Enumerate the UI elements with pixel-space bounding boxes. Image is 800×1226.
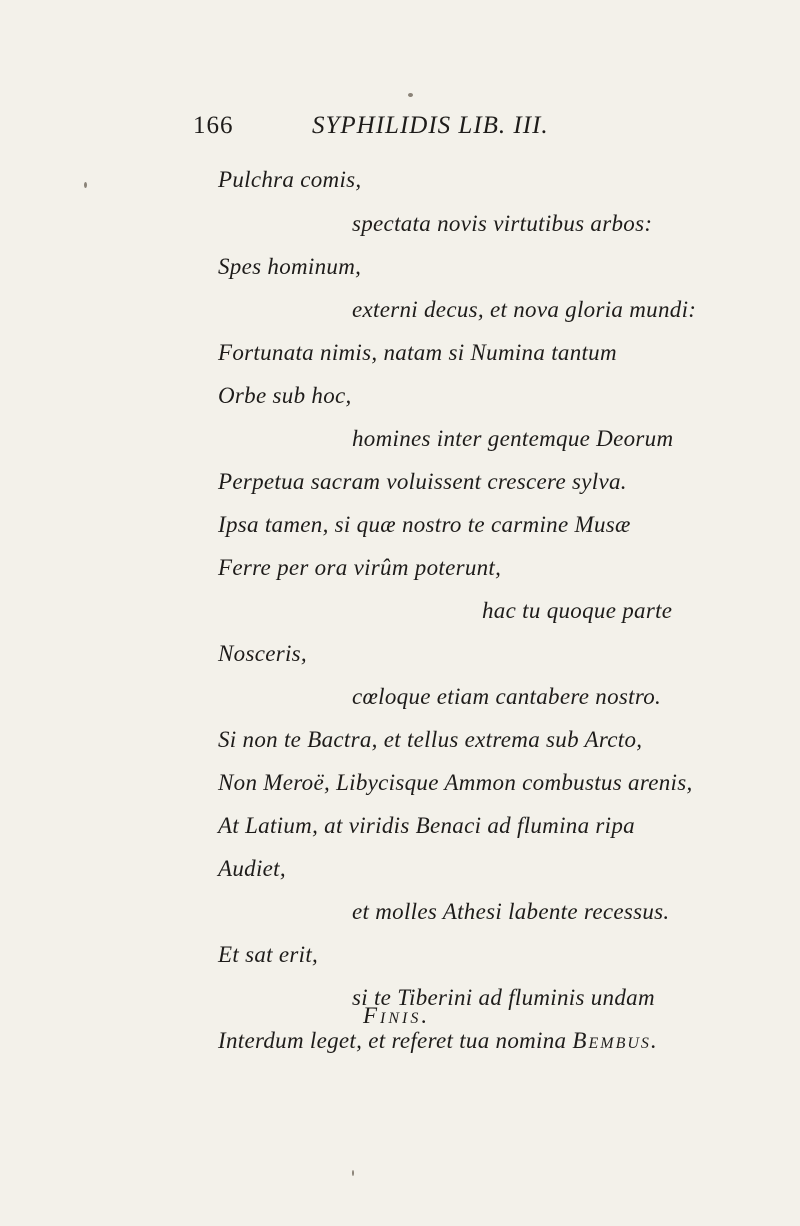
poem-line: Pulchra comis, (218, 167, 362, 192)
poem-line: Orbe sub hoc, (218, 383, 352, 408)
poem-line: Ipsa tamen, si quæ nostro te carmine Musæ (218, 512, 631, 537)
poem-line: homines inter gentemque Deorum (352, 426, 674, 451)
paper-speck (408, 93, 413, 97)
poem-line: externi decus, et nova gloria mundi: (352, 297, 697, 322)
poem-line: Fortunata nimis, natam si Numina tantum (218, 340, 617, 365)
poem-line: Et sat erit, (218, 942, 319, 967)
poem-line: cœloque etiam cantabere nostro. (352, 684, 662, 709)
author-name: Bembus. (572, 1028, 659, 1053)
poem-line-final (218, 1028, 659, 1054)
page-number: 166 (193, 112, 234, 139)
poem-line: Non Meroë, Libycisque Ammon combustus arenis, (218, 770, 693, 795)
poem-line: Spes hominum, (218, 254, 362, 279)
poem-line: si te Tiberini ad fluminis undam (352, 985, 655, 1010)
poem-line: Si non te Bactra, et tellus extrema sub Arcto, (218, 727, 643, 752)
finis-colophon: Finis. (363, 1003, 431, 1028)
poem-line: Audiet, (218, 856, 286, 881)
poem-line: At Latium, at viridis Benaci ad flumina ripa (218, 813, 635, 838)
poem-line: Perpetua sacram voluissent crescere sylva. (218, 469, 627, 494)
paper-speck (84, 182, 87, 188)
running-head: SYPHILIDIS LIB. III. (312, 112, 549, 139)
page-header (0, 112, 800, 152)
poem-line: Ferre per ora virûm poterunt, (218, 555, 502, 580)
poem-line: spectata novis virtutibus arbos: (352, 211, 653, 236)
poem-line: et molles Athesi labente recessus. (352, 899, 670, 924)
poem-line: hac tu quoque parte (482, 598, 673, 623)
poem-line-final-text: Interdum leget, et referet tua nomina (218, 1028, 567, 1053)
paper-speck (352, 1170, 354, 1176)
poem-line: Nosceris, (218, 641, 307, 666)
